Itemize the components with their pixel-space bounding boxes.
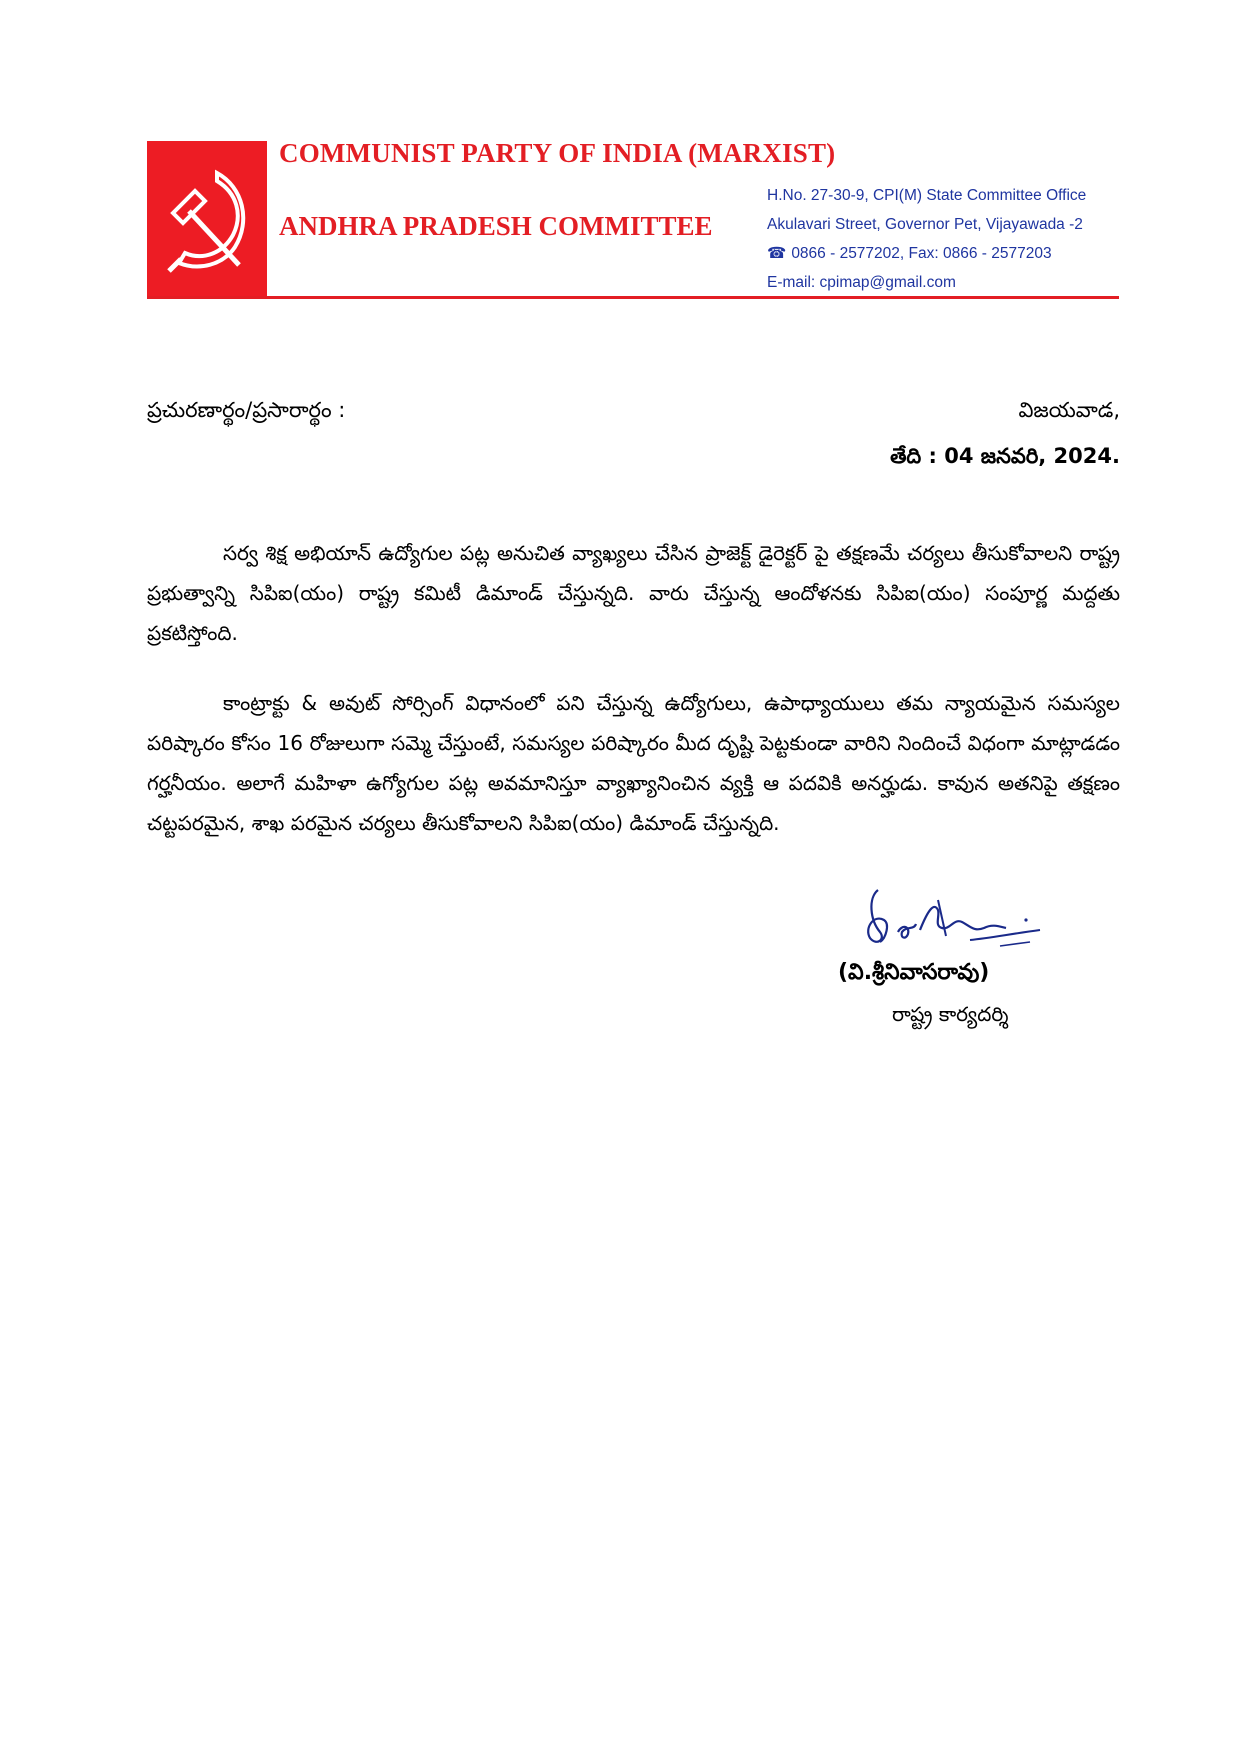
place-label: విజయవాడ, xyxy=(1018,398,1120,422)
signatory-name: (వి.శ్రీనివాసరావు) xyxy=(838,960,990,985)
telephone-icon: ☎ xyxy=(767,245,787,262)
release-label: ప్రచురణార్థం/ప్రసారార్థం : xyxy=(147,398,346,422)
date-label: తేది : 04 జనవరి, 2024. xyxy=(890,444,1120,468)
party-logo xyxy=(147,141,267,299)
phone-text: 0866 - 2577202, Fax: 0866 - 2577203 xyxy=(791,245,1052,262)
hammer-sickle-icon xyxy=(147,141,267,299)
contact-block xyxy=(767,181,1086,297)
body-paragraph-1: సర్వ శిక్ష అభియాన్ ఉద్యోగుల పట్ల అనుచిత వ్యాఖ్యలు చేసిన ప్రాజెక్ట్ డైరెక్టర్ పై తక్షణమే చర్యలు తీసుకోవాలని రాష్ట్ర ప్రభుత్వాన్ని సిపిఐ(యం) రాష్ట్ర కమిటీ డిమాండ్ చేస్తున్నది. వారు చేస్తున్న ఆందోళనకు సిపిఐ(యం) సంపూర్ణ మద్దతు ప్రకటిస్తోంది. xyxy=(147,541,1120,645)
phone-line xyxy=(767,239,1086,268)
organization-committee: ANDHRA PRADESH COMMITTEE xyxy=(279,211,713,241)
address-line-1: H.No. 27-30-9, CPI(M) State Committee Office xyxy=(767,187,1087,204)
letterhead-divider xyxy=(147,296,1119,299)
address-line-2: Akulavari Street, Governor Pet, Vijayawada -2 xyxy=(767,216,1083,233)
body-paragraph-2: కాంట్రాక్టు & అవుట్ సోర్సింగ్ విధానంలో పని చేస్తున్న ఉద్యోగులు, ఉపాధ్యాయులు తమ న్యాయమైన సమస్యల పరిష్కారం కోసం 16 రోజులుగా సమ్మె చేస్తుంటే, సమస్యల పరిష్కారం మీద దృష్టి పెట్టకుండా వారిని నిందించే విధంగా మాట్లాడడం గర్హనీయం. అలాగే మహిళా ఉగ్యోగుల పట్ల అవమానిస్తూ వ్యాఖ్యానించిన వ్యక్తి ఆ పదవికి అనర్హుడు. కావున అతనిపై తక్షణం చట్టపరమైన, శాఖ పరమైన చర్యలు తీసుకోవాలని సిపిఐ(యం) డిమాండ్ చేస్తున్నది. xyxy=(147,691,1120,835)
email-line[interactable]: E-mail: cpimap@gmail.com xyxy=(767,274,956,291)
signatory-title: రాష్ట్ర కార్యదర్శి xyxy=(892,1002,1009,1026)
organization-name: COMMUNIST PARTY OF INDIA (MARXIST) xyxy=(279,138,836,168)
handwritten-signature xyxy=(850,880,1060,960)
